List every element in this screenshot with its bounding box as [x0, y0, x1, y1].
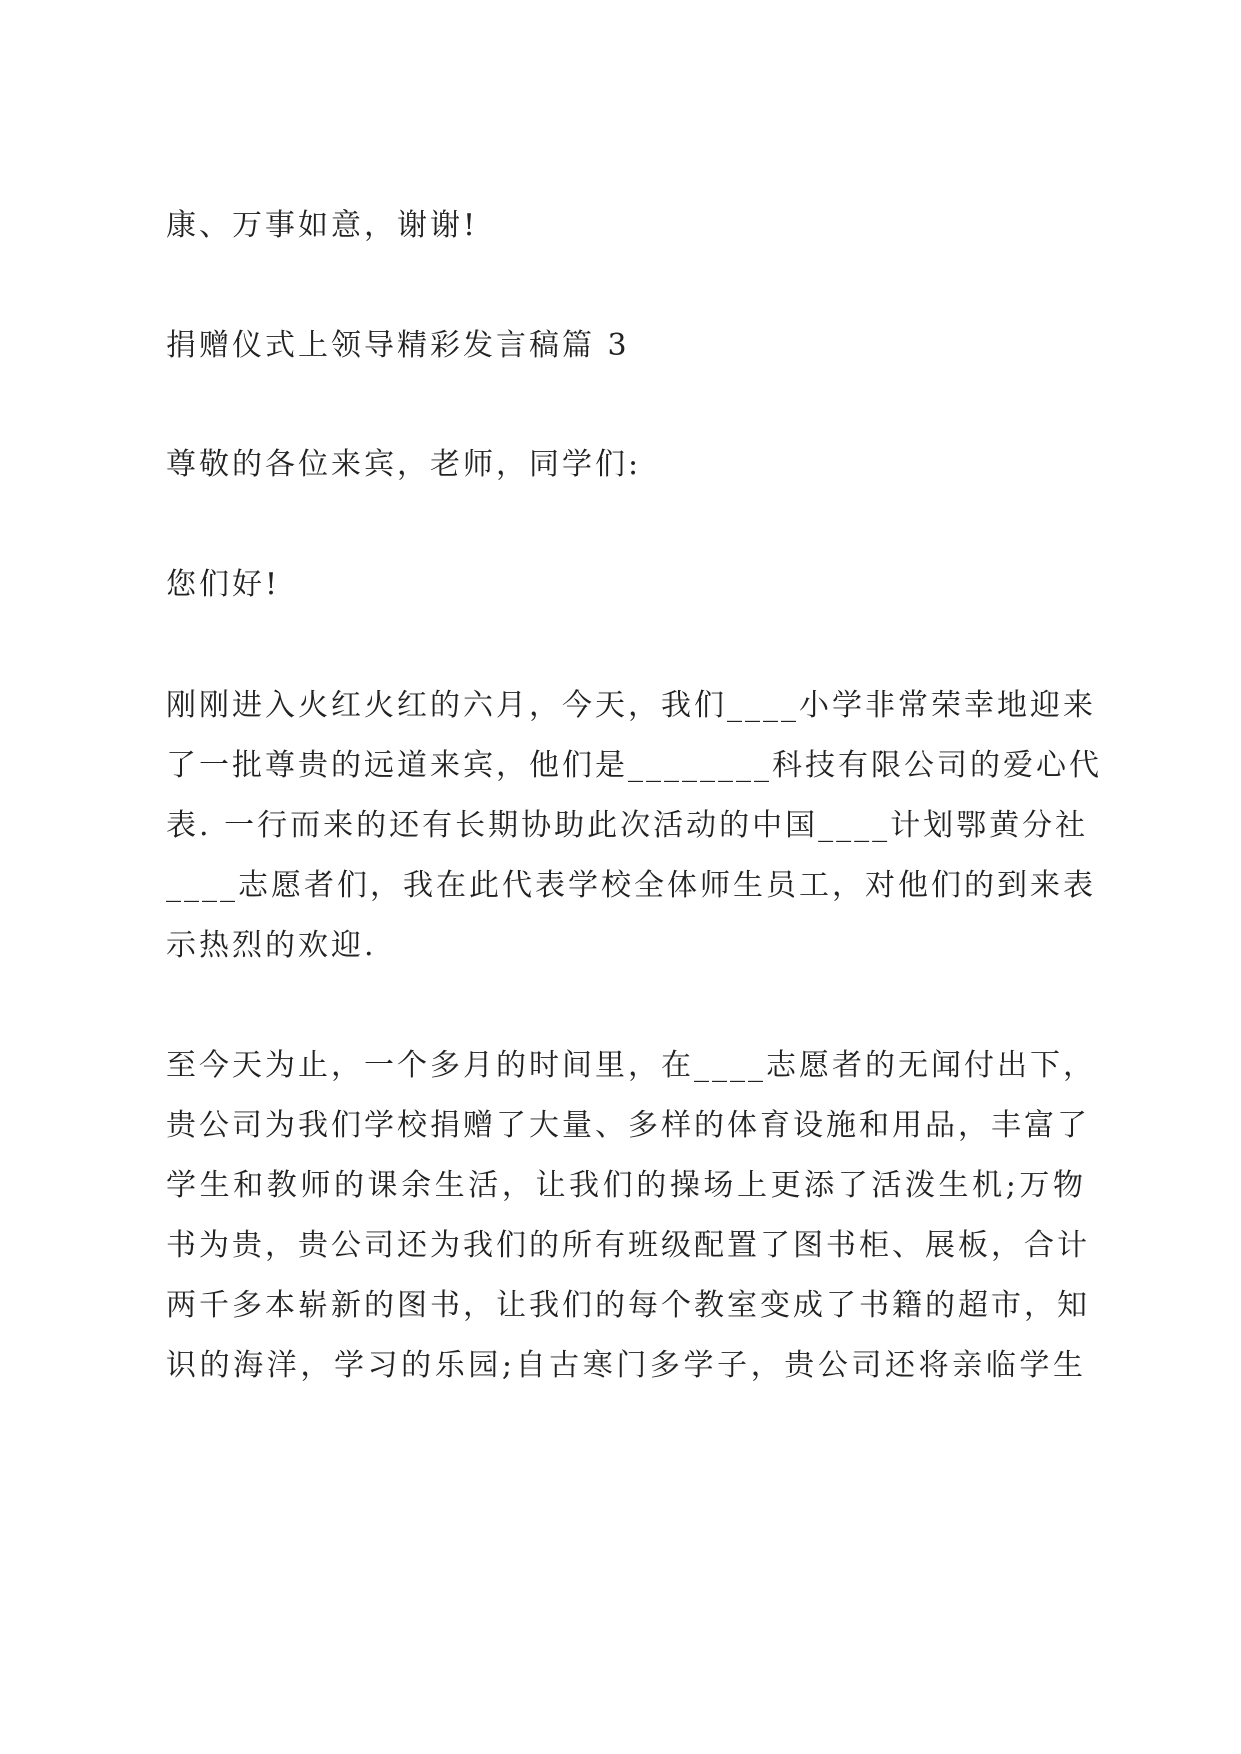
- paragraph-1-line: 刚刚进入火红火红的六月，今天，我们____小学非常荣幸地迎来: [166, 688, 1096, 723]
- paragraph-1-line: 表. 一行而来的还有长期协助此次活动的中国____计划鄂黄分社: [166, 808, 1089, 843]
- greeting: 您们好!: [166, 567, 281, 602]
- paragraph-1-line: 示热烈的欢迎.: [166, 928, 377, 963]
- section-title: 捐赠仪式上领导精彩发言稿篇 3: [166, 328, 630, 363]
- paragraph-2-line: 至今天为止，一个多月的时间里，在____志愿者的无闻付出下，: [166, 1048, 1096, 1083]
- paragraph-2-line: 两千多本崭新的图书，让我们的每个教室变成了书籍的超市，知: [166, 1288, 1090, 1323]
- paragraph-2-line: 贵公司为我们学校捐赠了大量、多样的体育设施和用品，丰富了: [166, 1108, 1090, 1143]
- paragraph-2-line: 识的海洋，学习的乐园;自古寒门多学子，贵公司还将亲临学生: [166, 1348, 1086, 1383]
- closing-line: 康、万事如意，谢谢!: [166, 208, 479, 243]
- paragraph-2-line: 学生和教师的课余生活，让我们的操场上更添了活泼生机;万物: [166, 1168, 1086, 1203]
- paragraph-2-line: 书为贵，贵公司还为我们的所有班级配置了图书柜、展板，合计: [166, 1228, 1090, 1263]
- paragraph-1-line: 了一批尊贵的远道来宾，他们是________科技有限公司的爱心代: [166, 748, 1102, 783]
- paragraph-1-line: ____志愿者们，我在此代表学校全体师生员工，对他们的到来表: [166, 868, 1096, 903]
- salutation: 尊敬的各位来宾，老师，同学们:: [166, 447, 642, 482]
